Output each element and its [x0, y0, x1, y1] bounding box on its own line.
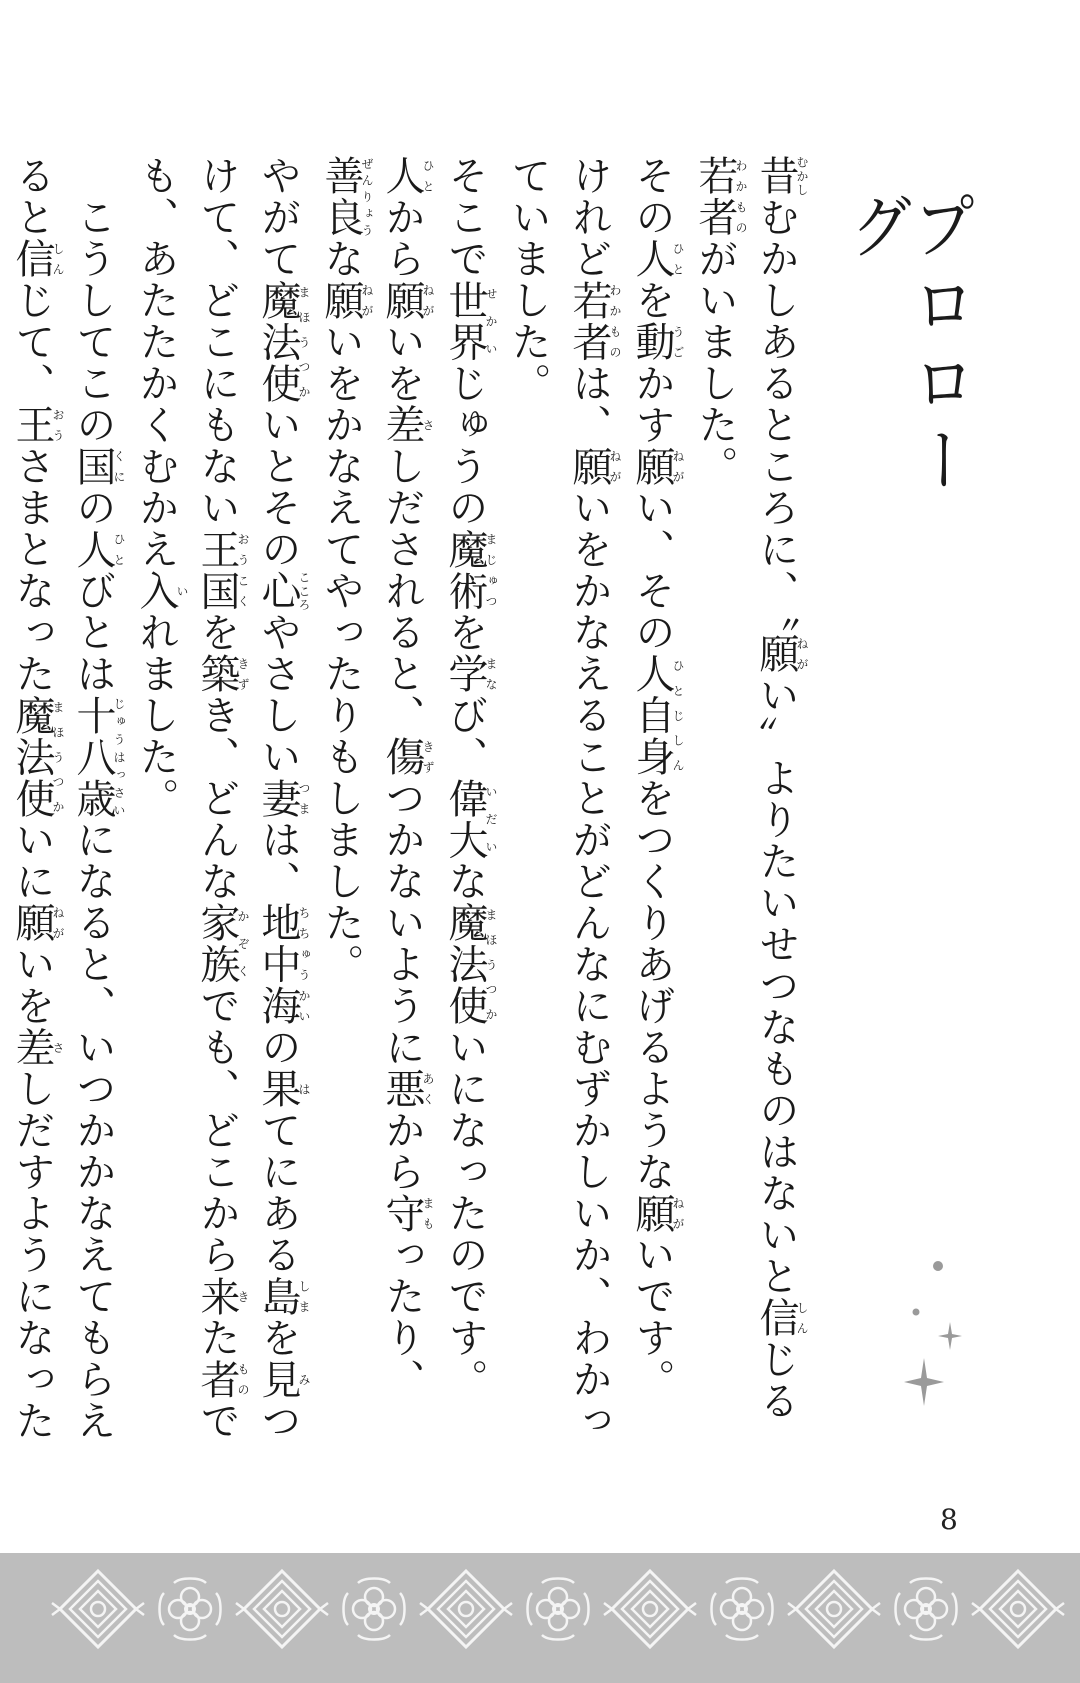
ruby-base: 傷	[379, 736, 425, 778]
ruby-word	[629, 445, 685, 488]
ruby-word	[379, 279, 435, 322]
ruby-reading: しん	[795, 1297, 809, 1339]
text-run: の	[70, 487, 116, 529]
ruby-reading: ひとじしん	[671, 653, 685, 778]
text-run: けれど	[566, 155, 612, 280]
ruby-word	[9, 1026, 65, 1069]
ruby-base: 人	[379, 155, 425, 197]
text-run: いになったのです。	[442, 1026, 488, 1400]
text-run: むかしあるところに、〝	[753, 196, 799, 633]
text-run: いをかなえてやったりもしました。	[318, 321, 364, 985]
text-run: を	[194, 611, 240, 653]
text-run: いとその	[255, 404, 301, 570]
ruby-base: 願	[566, 445, 612, 487]
ruby-word	[255, 1068, 311, 1110]
ruby-reading: もの	[236, 1358, 250, 1400]
ruby-reading: まほうつか	[484, 902, 498, 1027]
ruby-base: 者	[194, 1358, 240, 1400]
text-run: しだされると、	[379, 445, 425, 736]
ruby-base: 家族	[194, 902, 240, 985]
ruby-word	[379, 404, 435, 446]
ruby-base: 願	[753, 633, 799, 675]
ruby-base: 魔法使	[255, 279, 301, 404]
ruby-reading: じゅうはっさい	[112, 694, 126, 819]
chapter-title: プロローグ	[839, 190, 977, 502]
text-run: は、	[566, 362, 612, 446]
ruby-reading: き	[236, 1275, 250, 1317]
ruby-base: 信	[9, 238, 55, 280]
text-run: でも、どこから	[194, 985, 240, 1276]
ruby-base: 心	[255, 570, 301, 612]
ruby-word	[255, 570, 311, 612]
text-run: やがて	[255, 155, 301, 280]
ruby-reading: まほうつか	[297, 279, 311, 404]
ruby-base: 妻	[255, 777, 301, 819]
ruby-word	[379, 736, 435, 778]
text-run: い〟よりたいせつなものはないと	[753, 674, 799, 1297]
ruby-reading: つま	[297, 777, 311, 819]
ruby-reading: さ	[421, 404, 435, 446]
paragraph	[497, 155, 621, 1455]
ruby-base: 世界	[442, 279, 488, 363]
ruby-reading: ねが	[608, 445, 622, 487]
ruby-base: 人自身	[629, 653, 675, 778]
footer-ornament-band	[0, 1553, 1080, 1683]
ruby-word	[194, 902, 250, 985]
ruby-word	[9, 694, 65, 820]
ruby-word	[692, 155, 748, 238]
ruby-word	[566, 279, 622, 363]
text-run: た	[194, 1317, 240, 1359]
ruby-reading: しま	[297, 1275, 311, 1317]
text-run: てにある	[255, 1109, 301, 1276]
text-run: でも、あたたかくむかえ	[133, 155, 240, 1442]
ruby-word	[753, 1297, 809, 1339]
ruby-base: 偉大	[442, 777, 488, 861]
paragraph	[621, 155, 684, 1455]
text-run: つけて、どこにもない	[194, 155, 301, 1442]
text-run: い、その	[629, 487, 675, 653]
ruby-base: 築	[194, 653, 240, 695]
ruby-word	[442, 528, 498, 612]
ruby-base: 来	[194, 1275, 240, 1317]
ruby-base: 差	[9, 1026, 55, 1068]
text-run: から	[379, 1109, 425, 1193]
ruby-base: 願	[379, 279, 425, 321]
paragraph	[125, 155, 310, 1455]
ruby-base: 王	[9, 404, 55, 446]
ruby-reading: さ	[51, 1026, 65, 1068]
text-run: になると、いつかかなえてもらえると	[9, 155, 116, 1442]
ruby-base: 願	[318, 279, 364, 321]
text-run: をつくりあげるような	[629, 777, 675, 1193]
ruby-reading: ぜんりょう	[360, 155, 374, 238]
ruby-base: 見	[255, 1358, 301, 1400]
ruby-reading: きず	[236, 653, 250, 695]
text-run: の	[255, 1026, 301, 1068]
ruby-base: 願	[9, 902, 55, 944]
ruby-word	[70, 694, 126, 820]
ruby-base: 若者	[692, 155, 738, 238]
text-run: から	[379, 196, 425, 280]
ruby-reading: ひと	[112, 528, 126, 570]
ruby-word	[379, 155, 435, 197]
ruby-word	[194, 653, 250, 695]
text-run: いをかなえることがどんなにむずかしいか、わかっていました。	[505, 155, 612, 1442]
ruby-reading: しん	[51, 238, 65, 280]
ruby-reading: ねが	[421, 279, 435, 321]
ruby-reading: い	[175, 570, 189, 612]
paragraph	[0, 155, 125, 1455]
text-run: は、	[255, 819, 301, 902]
ruby-reading: ねが	[795, 633, 809, 675]
ruby-reading: ねが	[671, 1192, 685, 1234]
text-run: び、	[442, 694, 488, 778]
ruby-reading: うご	[671, 321, 685, 363]
text-run: びとは	[70, 570, 116, 695]
ruby-base: 国	[70, 445, 116, 487]
ruby-word	[70, 528, 126, 571]
ruby-reading: まな	[484, 653, 498, 695]
text-run: その	[629, 155, 675, 238]
ruby-word	[255, 902, 311, 1027]
paragraph	[310, 155, 434, 1455]
ruby-word	[379, 1192, 435, 1235]
ruby-base: 人	[629, 238, 675, 280]
text-run: を	[629, 279, 675, 321]
text-run: やさしい	[255, 611, 301, 778]
ruby-base: 差	[379, 404, 425, 446]
ruby-reading: いだい	[484, 777, 498, 861]
ruby-base: 悪	[379, 1068, 425, 1110]
ruby-base: 魔術	[442, 528, 488, 612]
ruby-reading: ひと	[421, 155, 435, 197]
ruby-base: 願	[629, 445, 675, 487]
ruby-word	[629, 1192, 685, 1235]
ruby-word	[255, 279, 311, 405]
ruby-base: 地中海	[255, 902, 301, 1027]
text-run: いを	[379, 321, 425, 404]
ruby-base: 信	[753, 1297, 799, 1339]
ruby-reading: ちちゅうかい	[297, 902, 311, 1027]
ruby-word	[194, 1358, 250, 1401]
paragraph	[684, 155, 808, 1455]
ruby-word	[442, 653, 498, 695]
ruby-word	[194, 528, 250, 612]
ruby-word	[442, 279, 498, 363]
text-run: じゅうの	[442, 362, 488, 529]
ruby-base: 若者	[566, 279, 612, 363]
ruby-reading: むかし	[795, 155, 809, 197]
ruby-reading: くに	[112, 445, 126, 487]
text-run: いです。	[629, 1234, 675, 1400]
ruby-base: 魔法使	[442, 902, 488, 1027]
ruby-word	[442, 777, 498, 861]
ruby-base: 動	[629, 321, 675, 363]
body-text	[0, 155, 808, 1455]
ruby-word	[255, 777, 311, 820]
ruby-base: 学	[442, 653, 488, 695]
ruby-reading: まじゅつ	[484, 528, 498, 612]
text-run: さまとなった	[9, 445, 55, 695]
ruby-base: 王国	[194, 528, 240, 612]
ruby-reading: まほうつか	[51, 694, 65, 819]
ruby-reading: わかもの	[608, 279, 622, 363]
ruby-reading: あく	[421, 1068, 435, 1110]
text-run: つかないように	[379, 777, 425, 1068]
ruby-word	[9, 902, 65, 944]
ruby-word	[318, 155, 374, 238]
text-run: そこで	[442, 155, 488, 280]
text-run: を	[255, 1317, 301, 1359]
ruby-word	[194, 1275, 250, 1318]
ruby-word	[9, 404, 65, 446]
text-run: き、どんな	[194, 694, 240, 902]
ruby-base: 果	[255, 1068, 301, 1110]
text-run: いに	[9, 819, 55, 902]
text-run: な	[318, 238, 364, 280]
ruby-reading: きず	[421, 736, 435, 778]
ruby-word	[379, 1068, 435, 1110]
ruby-word	[753, 155, 809, 197]
ruby-base: 人	[70, 528, 116, 570]
ruby-reading: こころ	[297, 570, 311, 612]
ruby-word	[566, 445, 622, 488]
text-run: しだすようになった	[9, 1068, 55, 1442]
text-run: こうしてこの	[70, 155, 116, 446]
ruby-base: 島	[255, 1275, 301, 1317]
ruby-reading: ねが	[671, 445, 685, 487]
ruby-base: 守	[379, 1192, 425, 1234]
ruby-reading: は	[297, 1068, 311, 1110]
ruby-word	[753, 633, 809, 675]
ruby-base: 十八歳	[70, 694, 116, 819]
page-number: 8	[940, 1503, 958, 1536]
paragraph	[434, 155, 497, 1455]
ruby-reading: ねが	[360, 279, 374, 321]
ruby-word	[318, 279, 374, 322]
ruby-word	[629, 238, 685, 280]
ruby-reading: せかい	[484, 279, 498, 363]
ruby-reading: ねが	[51, 902, 65, 944]
text-run: じて、	[9, 279, 55, 404]
ruby-reading: まも	[421, 1192, 435, 1234]
ruby-word	[629, 653, 685, 778]
ruby-word	[255, 1275, 311, 1318]
ruby-reading: おうこく	[236, 528, 250, 612]
ruby-reading: かぞく	[236, 902, 250, 985]
text-run: がいました。	[692, 238, 738, 487]
ruby-base: 善良	[318, 155, 364, 238]
ruby-reading: わかもの	[734, 155, 748, 238]
text-run: れました。	[133, 611, 179, 819]
text-run: いを	[9, 943, 55, 1027]
ruby-word	[9, 238, 65, 280]
ruby-word	[133, 570, 189, 612]
text-run: を	[442, 611, 488, 653]
ruby-reading: み	[297, 1358, 311, 1400]
ruby-base: 昔	[753, 155, 799, 197]
sparkle-stars-icon	[880, 1250, 970, 1420]
text-run: じる	[753, 1338, 799, 1422]
ornamental-diamond-flower-icon	[0, 1553, 1080, 1683]
ruby-word	[255, 1358, 311, 1401]
ruby-base: 魔法使	[9, 694, 55, 819]
ruby-reading: ひと	[671, 238, 685, 280]
ruby-word	[629, 321, 685, 363]
text-run: ったり、	[379, 1234, 425, 1400]
text-run: かす	[629, 362, 675, 446]
text-run: な	[442, 860, 488, 902]
ruby-word	[70, 445, 126, 488]
ruby-base: 入	[133, 570, 179, 612]
ruby-base: 願	[629, 1192, 675, 1234]
ruby-word	[442, 902, 498, 1027]
ruby-reading: おう	[51, 404, 65, 446]
